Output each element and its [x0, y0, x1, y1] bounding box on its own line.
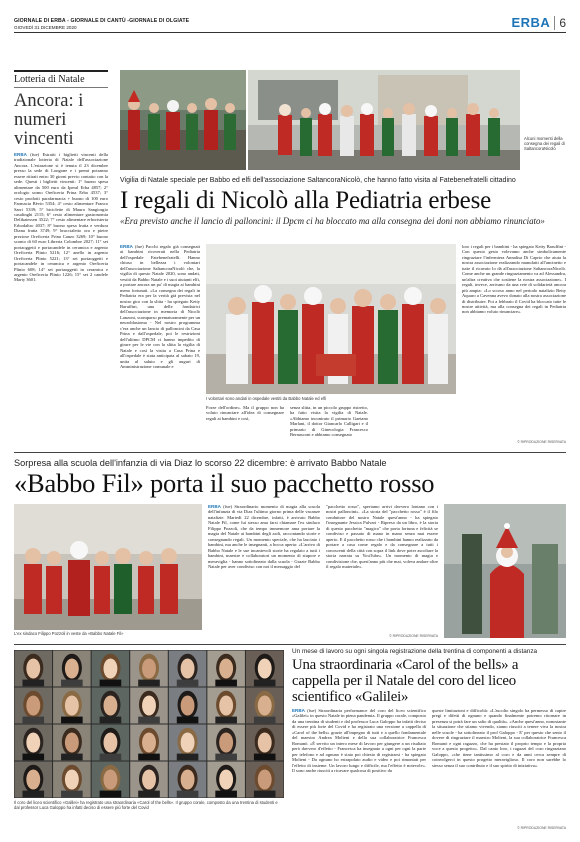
story1-subhead: «Era previsto anche il lancio di palloncini: il Dpcm ci ha bloccato ma alla consegna dei doni non abbiamo rinunciato» [120, 216, 545, 226]
story1-headline: I regali di Nicolò alla Pediatria erbese [120, 187, 492, 214]
story3-copyright: © RIPRODUZIONE RISERVATA [517, 826, 566, 830]
story2-headline: «Babbo Fil» porta il suo pacchetto rosso [14, 468, 435, 498]
section-name: ERBA [511, 15, 551, 30]
story1-photo-caption: I volontari sono andati in ospedale vestiti da Babbo Natale ed elfi [206, 396, 327, 401]
photo-babbo-fil-portrait [444, 504, 566, 638]
masthead-rule [14, 32, 566, 33]
masthead-line: GIORNALE DI ERBA - GIORNALE DI CANTÙ -GIORNALE DI OLGIATE [14, 18, 190, 24]
story1-kicker: Vigilia di Natale speciale per Babbo ed elfi dell'associazione SaltancoraNicolò, che hanno fatto visita al Fatebenefratelli cittadino [120, 177, 516, 184]
lotteria-body [14, 152, 108, 408]
story2-col1-text: (fue) Straordinario momento di magia alla scuola dell'infanzia di via Diaz l'ultimo giorno prima delle vacanze natalizie. Martedì 22 dicembre, infatti, è arrivato Babbo Natale Fil, come lui stesso ama farsi chiamare l'ex sindaco Filippo Pozzoli, che da tempo immemore ama portare la magia del Natale ai bambini degli asili, raccontando storie e consegnando regali. Un momento speciale, che ha lasciato i bambini, ma anche le insegnanti, a bocca aperta: «L'arrivo di Babbo Natale e le sue incantevoli storie ha regalato a tutti i bambini, maestre e collaboratori un momento di stupore e meraviglia - hanno sottolineato dalla scuola - Grazie Babbo Natale per aver condiviso con noi il messaggio del [208, 504, 320, 569]
story2-photo-caption: L'ex sindaco Filippo Pozzoli in veste da «Babbo Natale Fil» [14, 631, 124, 636]
lotteria-text: (fue) Estratti i biglietti vincenti della tradizionale lotteria di Natale dell'associazione Ancora. L'estrazione si è tenuta il 23 dicembre presso la sede di Longone e i premi potranno essere ritirati entro 30 giorni previo contatto con la sede. Questi i biglietti vincenti: 1° buono spesa alimentare da 500 euro da Iperal Erba 4857; 2° orologio uomo Oreficeria Prina Erba 4537; 3° cesto prodotti parafarmacia + buono di 100 euro Farmacia Bèvio 5354; 4° cesto alimentare Franco Sarri 5339; 5° biciclette di Mauro Sangiorgio casalinghi 2115; 6° cesto alimentare gastronomia Delikatessen 3522; 7° cesto alimentare erboristeria Erbodaltro 4037; 8° buono spesa frutta e verdura Diana frutta 3749; 9° braccialetto oro e pietre preziose Oreficeria Prina Canzo 3269; 10° buono sconto di 60 euro Libreria Colombre 2027; 11° set portaoggetti e portacandele in ceramica e argento Oreficeria Plinio 5216; 12° anello in argento Oreficeria Plinio 5221; 13° set portaoggetti e portacandele in ceramica e argento Oreficeria Plinio 608; 14° set portaoggetti in ceramica e argento Oreficeria Plinio 1226; 15° set 2 candele Marty 3601. [14, 152, 108, 283]
photo-babbo-fil-school [14, 504, 202, 630]
photo-choir-grid [14, 650, 284, 798]
story2-copyright: © RIPRODUZIONE RISERVATA [389, 634, 438, 638]
story3-col2: queste limitazioni e difficoltà: «L'ascolto singolo ha permesso di capire pregi e difetti di ognuno e quando finalmente potremo ritornare in presenza si potrà fare un salto di qualità». «Anche quest'anno, nonostante la situazione che stiamo vivendo, siamo riusciti a tenere viva la nostra nelle scuole - ha sottolineato il prof Galoppo - E' per questo che sento il dovere di ringraziare il maestro Molteni, la sua collaboratrice Francesca Romanò e ogni ragazzo, che ha prestato il proprio tempo e la propria voce a questo progetto». Dal canto loro, i ragazzi del coro ringraziano Galoppo, «che tiene tantissimo al coro e da anni cerca sempre di coinvolgerci in questo progetto meraviglioso. Il coro non sarebbe lo stesso senza il suo contributo e il suo spirito di iniziativa». [432, 708, 566, 768]
section-header [511, 15, 566, 30]
story1-col3: senza slitta, in un piccolo gruppo ristretto, ha fatto visita la vigilia di Natale. «Abbiamo incontrato il primario Gaetano Marlani, il dottor Giancarlo Calligari e il primario di Ginecologia Francesco Bernasconi e abbiamo consegnato [290, 405, 368, 438]
photo-pediatria-volunteers [206, 244, 456, 394]
story1-col1 [120, 244, 200, 444]
photo-hospital-delivery [248, 70, 520, 170]
story1-col2: Forze dell'ordine». Ma il gruppo non ha voluto rinunciare all'idea di consegnare regali ai bambini e così, [206, 405, 284, 421]
photo-santa-elves-group [120, 70, 246, 170]
story3-dropcap: ERBA [292, 708, 305, 713]
story3-photo-caption: Il coro del liceo scientifico «Galilei» ha registrato una straordinaria «Carol of the bells». Il gruppo corale, composto da una trentina di studenti e dal professor Luca Galoppo ha infatti deciso di essere più forte del Covid [14, 800, 278, 810]
lotteria-dropcap: ERBA [14, 152, 27, 157]
story2-kicker: Sorpresa alla scuola dell'infanzia di via Diaz lo scorso 22 dicembre: è arrivato Babbo Natale [14, 458, 387, 468]
story2-col2: "pacchetto rosso", speriamo arrivi davvero lontano con i nostri palloncini». «La storia del "pacchetto rosso" è il filo conduttore del nostro Natale quest'anno - ha spiegato l'insegnante Jessica Pulvari - Ripreso da un libro, è la storia di questo pacchetto "magico" che porta fortuna e felicità se condiviso e passato di mano in mano senza mai essere aperto. E il pacchetto rosso che i bambini hanno realizzato da portare a casa come regalo e da consegnare a tutti i conoscenti della città con sopra il link dove poter ascoltare la storia narrata su YouTube». Un momento di magia e condivisione che, quest'anno più che mai, voleva andare oltre il regalo materiale». [326, 504, 438, 569]
story1-copyright: © RIPRODUZIONE RISERVATA [517, 440, 566, 444]
lotteria-headline: Ancora: i numeri vincenti [14, 91, 84, 149]
story2-dropcap: ERBA [208, 504, 221, 509]
page-number: 6 [554, 16, 566, 30]
story3-col1-text: (fue) Straordinaria performance del coro del liceo scientifico «Galilei» in questo Natale in piena pandemia. Il gruppo corale, composto da una trentina di studenti e dal professor Luca Galoppo ha infatti deciso di essere più forte del Covid e ha registrato una versione a cappella di «Carol of the bells» grazie all'impegno di tutti e a quello fondamentale del maestro Andrea Molteni e della sua collaboratrice Francesca Romanò. «È servito un intero mese di lavoro per giungere a un risultato però davvero d'effetto - Francesca ha insegnato a ogni per ogni la parte per telefono e ad ognuno è stato poi chiesto di registrarsi - ha spiegato Molteni - Da ognuno ho estrapolato audio e video e poi rimontati per l'effetto di insieme. Un lavoro lungo e difficile, ma l'effetto è notevole». Il sono anche riusciti a ricavare qualcosa di positivo da [292, 708, 426, 773]
story1-col1-text: (fue) Pacchi regalo già consegnati ai bambini ricoverati nella Pediatria dell'ospedale Fatebenefratelli. Hanno chiuso in bellezza i volontari dell'associazione SaltancoraNicolò che, la vigilia di questo Natale 2020, sono andati, vestiti da Babbo Natale e i suoi aiutanti elfi, a portare ancora un po' di magia ai bambini meno fortunati. «La consegna dei regali in Pediatria era per la verità già prevista nel nostro giro con la slitta - ha spiegato Ketty Baruffini, una delle fondatrici dell'associazione in memoria di Nicolò Lanzoni, scomparso prematuramente per un neuroblastoma - Nel nostro programma c'era anche un lancio di palloncini da Casa Prina e dall'ospedale, poi le restrizioni dell'ultimo DPCM ci hanno impedito di girare per le vie con la slitta la vigilia di Natale e così la visita a Casa Prina e all'ospedale è stata anticipata al sabato 19, unita al saluto e gli auguri di Amministrazione comunale e [120, 244, 200, 369]
divider-2 [14, 644, 566, 645]
story1-dropcap: ERBA [120, 244, 133, 249]
story3-kicker: Un mese di lavoro su ogni singola registrazione della trentina di componenti a distanza [292, 648, 538, 655]
lotteria-kicker: Lotteria di Natale [14, 70, 108, 88]
masthead-date: GIOVEDÌ 31 DICEMBRE 2020 [14, 25, 77, 30]
story1-col4: loro i regali per i bambini - ha spiegato Ketty Baruffini - Con questo gesto volevamo anche simbolicamente ringraziare l'infermiera Annalisa Di Caprio che aiuta la nostra associazione realizzando manufatti all'uncinetto e tutte il ricavato lo dà all'associazione SaltancoraNicolò. Come anche un grande ringraziamento va ad Alessandra, un'altra creativa che sostiene la nostra associazione». I regali, invece, arrivano da una rete di solidarietà ancora più ampia: «Lo scorso anno nel periodo natalizio Betty Aquaro a Cavenna avevo donato alla nostra associazione di distribuire. Poi a febbraio il Covid ha bloccato tutte le nostre attività, ma alla consegna dei regali in Pediatria non abbiamo voluto rinunciare». [462, 244, 566, 315]
divider-1 [14, 452, 566, 453]
story3-col1 [292, 708, 426, 830]
story2-col1 [208, 504, 320, 638]
story3-headline: Una straordinaria «Carol of the bells» a cappella per il Natale del coro del liceo scientifico «Galilei» [292, 657, 519, 705]
top-photos-caption: Alcuni momenti della consegna dei regali di SaltancoraNicolò [524, 136, 565, 151]
